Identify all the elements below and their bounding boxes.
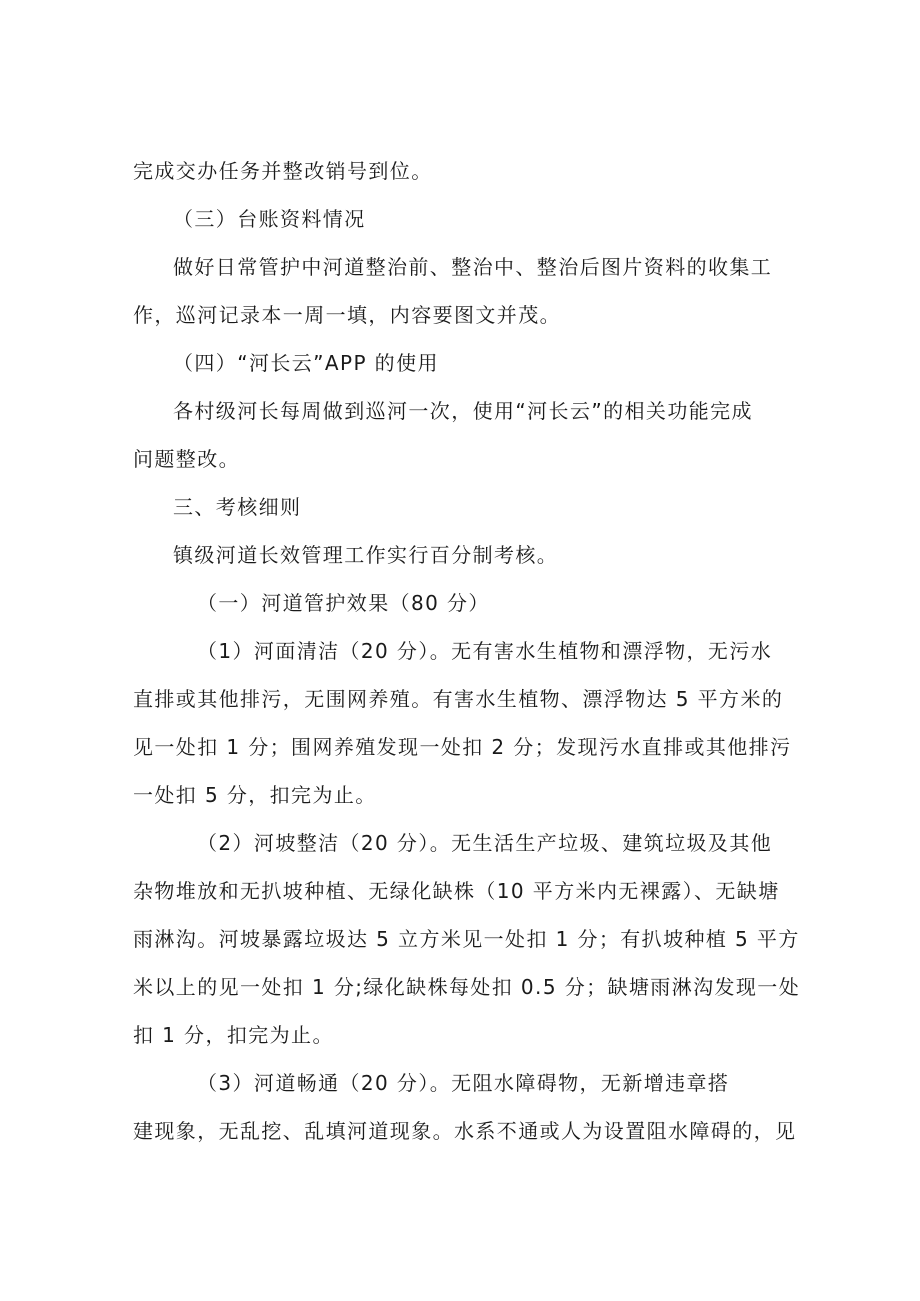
text-line: （2）河坡整洁（20 分）。无生活生产垃圾、建筑垃圾及其他 — [197, 831, 773, 855]
text-line: 见一处扣 1 分；围网养殖发现一处扣 2 分；发现污水直排或其他排污 — [133, 735, 792, 759]
section-heading: （三）台账资料情况 — [173, 207, 366, 231]
text-line: 一处扣 5 分，扣完为止。 — [133, 783, 377, 807]
text-line: 镇级河道长效管理工作实行百分制考核。 — [173, 543, 559, 567]
text-line: 建现象，无乱挖、乱填河道现象。水系不通或人为设置阻水障碍的，见 — [133, 1119, 797, 1143]
text-line: 杂物堆放和无扒坡种植、无绿化缺株（10 平方米内无裸露）、无缺塘 — [133, 879, 780, 903]
text-line: 扣 1 分，扣完为止。 — [133, 1023, 334, 1047]
text-line: 问题整改。 — [133, 447, 240, 471]
section-heading: 三、考核细则 — [173, 495, 302, 519]
section-heading: （一）河道管护效果（80 分） — [197, 591, 490, 615]
text-line: 作，巡河记录本一周一填，内容要图文并茂。 — [133, 303, 561, 327]
document-body — [133, 147, 801, 1155]
text-line: 雨淋沟。河坡暴露垃圾达 5 立方米见一处扣 1 分；有扒坡种植 5 平方 — [133, 927, 800, 951]
text-line: （1）河面清洁（20 分）。无有害水生植物和漂浮物，无污水 — [197, 639, 773, 663]
text-line: 各村级河长每周做到巡河一次，使用“河长云”的相关功能完成 — [173, 399, 753, 423]
text-line: 直排或其他排污，无围网养殖。有害水生植物、漂浮物达 5 平方米的 — [133, 687, 784, 711]
text-line: 米以上的见一处扣 1 分;绿化缺株每处扣 0.5 分；缺塘雨淋沟发现一处 — [133, 975, 801, 999]
text-line: 完成交办任务并整改销号到位。 — [133, 159, 433, 183]
text-line: （3）河道畅通（20 分）。无阻水障碍物，无新增违章搭 — [197, 1071, 730, 1095]
text-line: 做好日常管护中河道整治前、整治中、整治后图片资料的收集工 — [173, 255, 773, 279]
section-heading: （四）“河长云”APP 的使用 — [173, 351, 439, 375]
